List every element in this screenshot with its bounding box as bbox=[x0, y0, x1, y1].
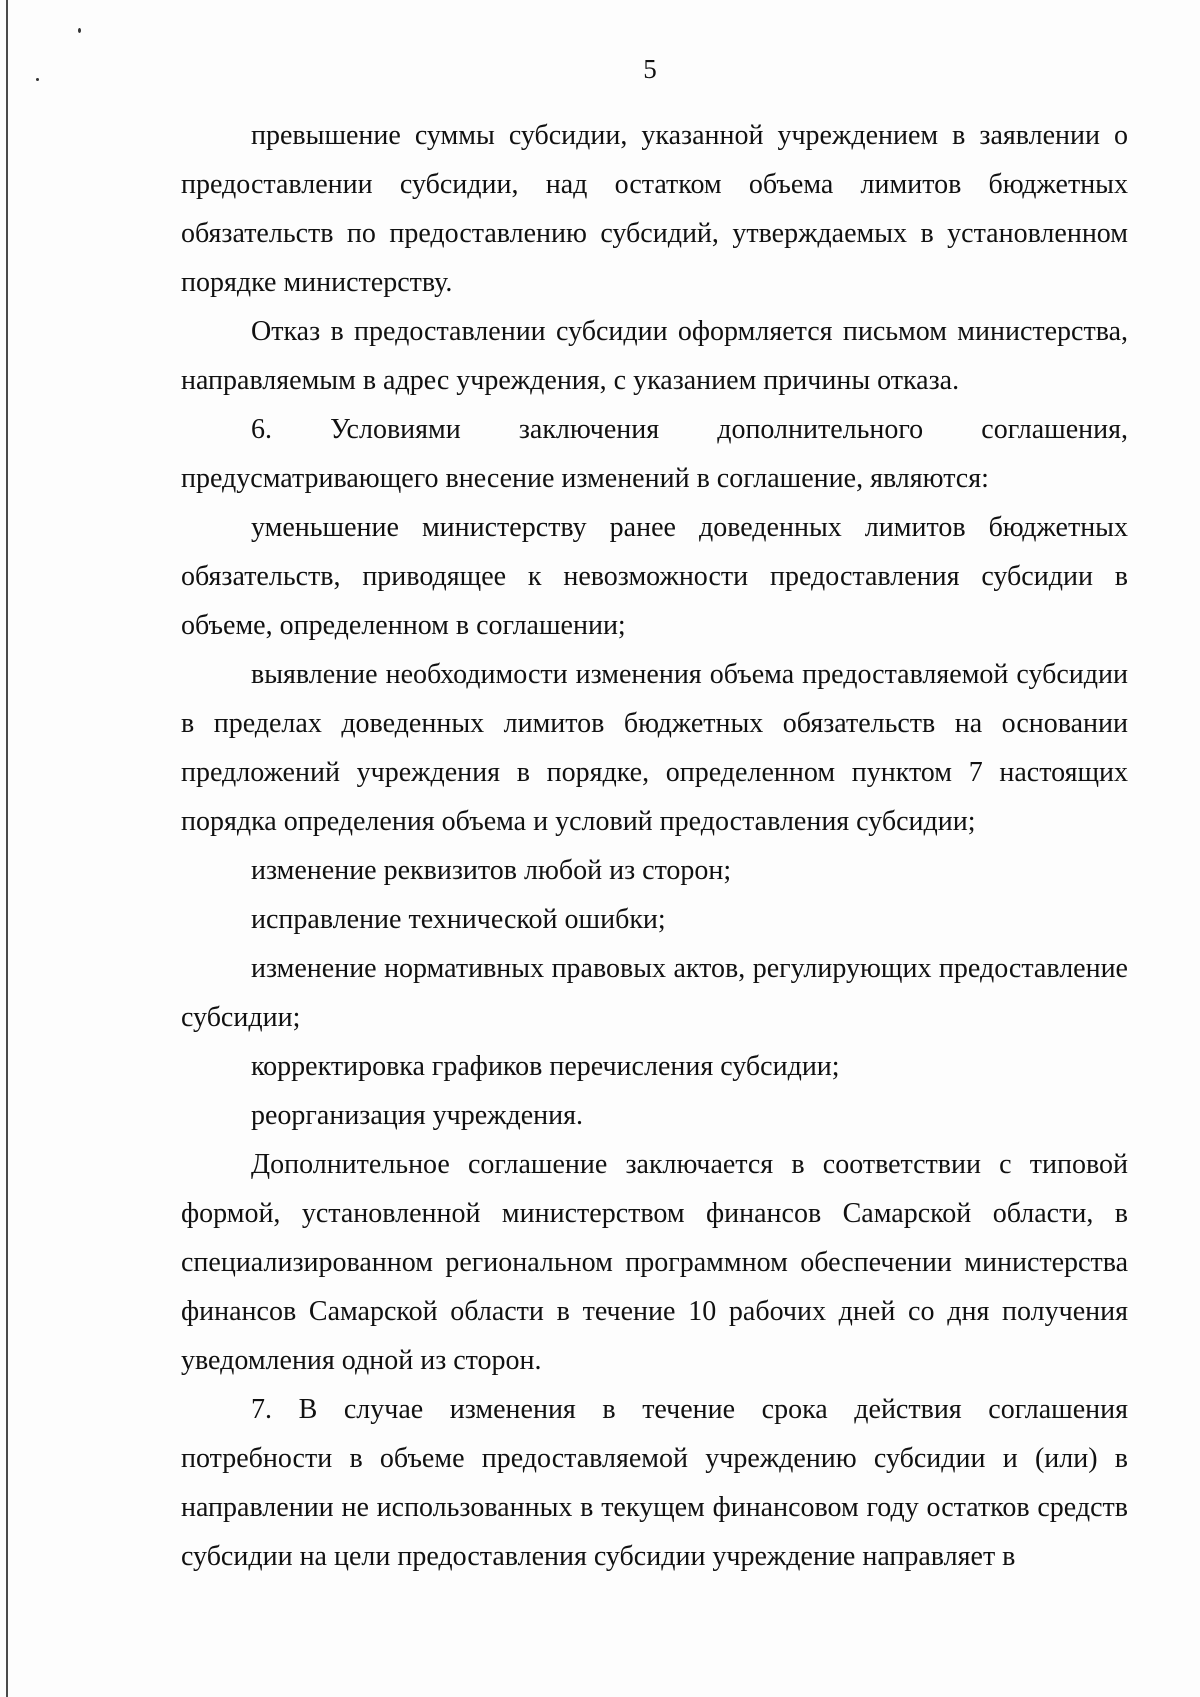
document-body bbox=[181, 111, 1128, 1581]
page-number: 5 bbox=[643, 54, 657, 84]
paragraph-subsidy-excess: превышение суммы субсидии, указанной учреждением в заявлении о предоставлении субсидии, над остатком объема лимитов бюджетных обязательств по предоставлению субсидий, утверждаемых в установленном порядке министерству. bbox=[181, 120, 1128, 298]
paragraph-additional-agreement: Дополнительное соглашение заключается в соответствии с типовой формой, установленной министерством финансов Самарской области, в специализированном региональном программном обеспечении министерства финансов Самарской области в течение 10 рабочих дней со дня получения уведомления одной из сторон. bbox=[181, 1149, 1128, 1376]
paragraph-item-6-conditions: 6. Условиями заключения дополнительного соглашения, предусматривающего внесение изменений в соглашение, являются: bbox=[181, 414, 1128, 494]
paragraph-reorganization: реорганизация учреждения. bbox=[251, 1100, 584, 1131]
paragraph-limits-reduction: уменьшение министерству ранее доведенных лимитов бюджетных обязательств, приводящее к невозможности предоставления субсидии в объеме, определенном в соглашении; bbox=[181, 512, 1128, 641]
paragraph-schedule-adjustment: корректировка графиков перечисления субсидии; bbox=[251, 1051, 840, 1082]
scan-edge-line bbox=[6, 0, 8, 1697]
paragraph-requisites-change: изменение реквизитов любой из сторон; bbox=[251, 855, 732, 886]
scan-speck bbox=[78, 28, 81, 33]
paragraph-volume-change: выявление необходимости изменения объема предоставляемой субсидии в пределах доведенных лимитов бюджетных обязательств на основании предложений учреждения в порядке, определенном пунктом 7 настоящих порядка определения объема и условий предоставления субсидии; bbox=[181, 659, 1128, 837]
paragraph-normative-acts: изменение нормативных правовых актов, регулирующих предоставление субсидии; bbox=[181, 953, 1128, 1033]
paragraph-item-7-change: 7. В случае изменения в течение срока действия соглашения потребности в объеме предоставляемой учреждению субсидии и (или) в направлении не использованных в текущем финансовом году остатков средств субсидии на цели предоставления субсидии учреждение направляет в bbox=[181, 1394, 1128, 1572]
paragraph-refusal-letter: Отказ в предоставлении субсидии оформляется письмом министерства, направляемым в адрес учреждения, с указанием причины отказа. bbox=[181, 316, 1128, 396]
paragraph-technical-error: исправление технической ошибки; bbox=[251, 904, 666, 935]
